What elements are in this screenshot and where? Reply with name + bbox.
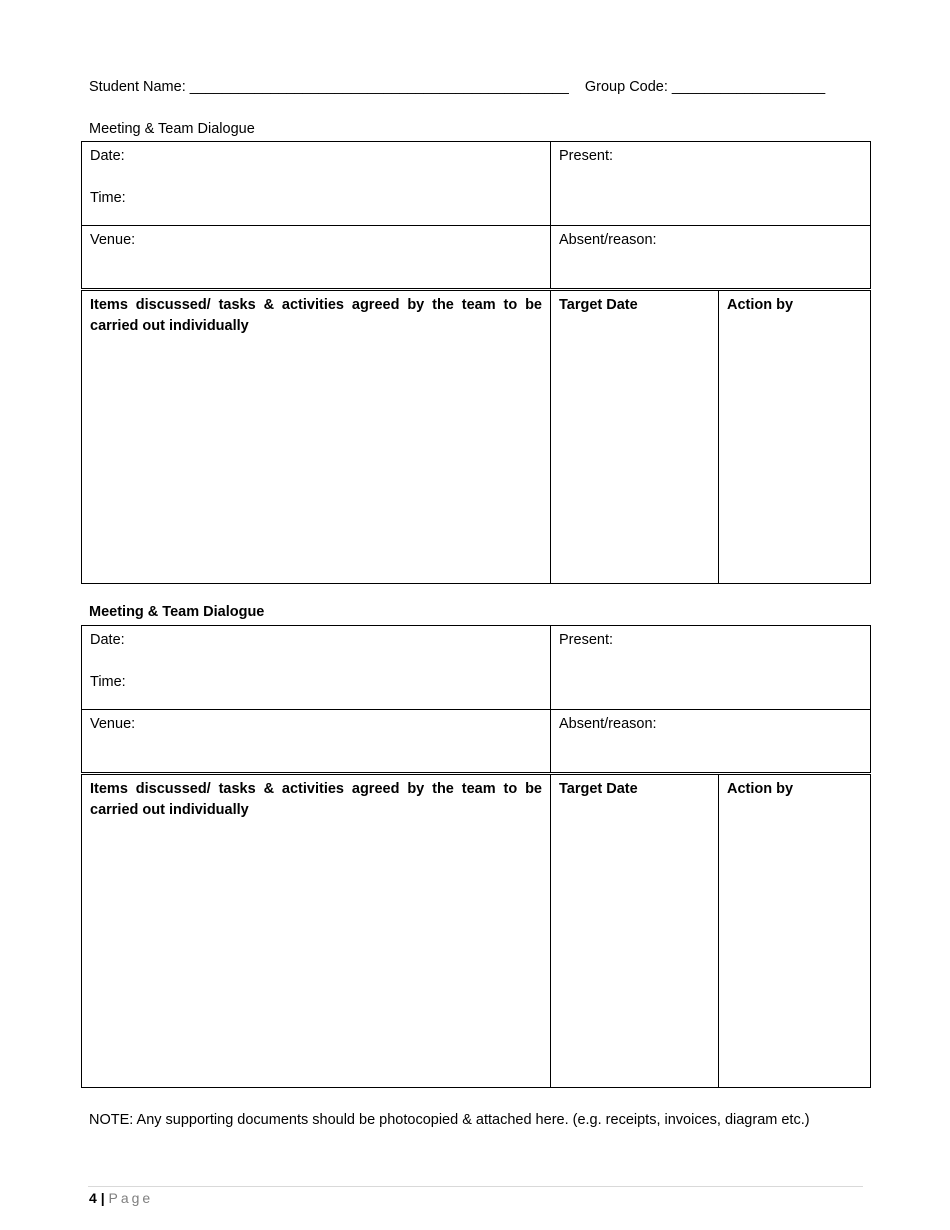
- meeting-2-action-by-header: Action by: [727, 781, 794, 797]
- meeting-1-title: Meeting & Team Dialogue: [89, 121, 255, 137]
- meeting-2-target-date-cell[interactable]: [551, 775, 719, 1088]
- meeting-2-info-table: [81, 625, 871, 773]
- group-code-field[interactable]: ___________________: [671, 79, 826, 95]
- meeting-1-present-label: Present:: [559, 148, 613, 164]
- meeting-2-items-cell[interactable]: [82, 775, 551, 1088]
- meeting-1-target-date-cell[interactable]: [551, 291, 719, 584]
- meeting-2-time-label: Time:: [90, 674, 126, 690]
- footer-divider: [88, 1186, 863, 1187]
- meeting-2-title: Meeting & Team Dialogue: [89, 604, 265, 620]
- meeting-1-items-cell[interactable]: [82, 291, 551, 584]
- student-name-field[interactable]: _______________________________________________: [189, 79, 569, 95]
- meeting-1-present-cell[interactable]: [551, 142, 871, 226]
- meeting-2-venue-label: Venue:: [90, 716, 136, 732]
- meeting-2-present-label: Present:: [559, 632, 613, 648]
- header-row: [89, 79, 825, 95]
- meeting-2-items-table: [81, 774, 871, 1088]
- meeting-2-present-cell[interactable]: [551, 626, 871, 710]
- meeting-2-items-header: Items discussed/ tasks & activities agreed by the team to be carried out individually: [90, 781, 542, 818]
- meeting-2-action-by-cell[interactable]: [719, 775, 871, 1088]
- meeting-1-venue-cell[interactable]: [82, 226, 551, 289]
- student-name-label: Student Name:: [89, 79, 186, 95]
- page-word: Page: [108, 1190, 154, 1206]
- meeting-1-date-time-cell[interactable]: [82, 142, 551, 226]
- page-footer: [89, 1190, 153, 1206]
- supporting-documents-note: NOTE: Any supporting documents should be photocopied & attached here. (e.g. receipts, invoices, diagram etc.): [89, 1112, 810, 1128]
- meeting-2-venue-cell[interactable]: [82, 710, 551, 773]
- meeting-2-absent-label: Absent/reason:: [559, 716, 657, 732]
- meeting-1-absent-cell[interactable]: [551, 226, 871, 289]
- meeting-1-items-table: [81, 290, 871, 584]
- meeting-1-absent-label: Absent/reason:: [559, 232, 657, 248]
- meeting-1-action-by-cell[interactable]: [719, 291, 871, 584]
- group-code-label: Group Code:: [584, 79, 668, 95]
- meeting-2-date-label: Date:: [90, 632, 125, 648]
- page-number: 4: [89, 1190, 97, 1206]
- meeting-1-info-table: [81, 141, 871, 289]
- meeting-1-items-header: Items discussed/ tasks & activities agreed by the team to be carried out individually: [90, 297, 542, 334]
- meeting-1-date-label: Date:: [90, 148, 125, 164]
- meeting-2-target-date-header: Target Date: [559, 781, 638, 797]
- meeting-2-absent-cell[interactable]: [551, 710, 871, 773]
- meeting-1-target-date-header: Target Date: [559, 297, 638, 313]
- footer-separator: |: [100, 1190, 105, 1206]
- meeting-1-venue-label: Venue:: [90, 232, 136, 248]
- meeting-1-action-by-header: Action by: [727, 297, 794, 313]
- meeting-1-time-label: Time:: [90, 190, 126, 206]
- meeting-2-date-time-cell[interactable]: [82, 626, 551, 710]
